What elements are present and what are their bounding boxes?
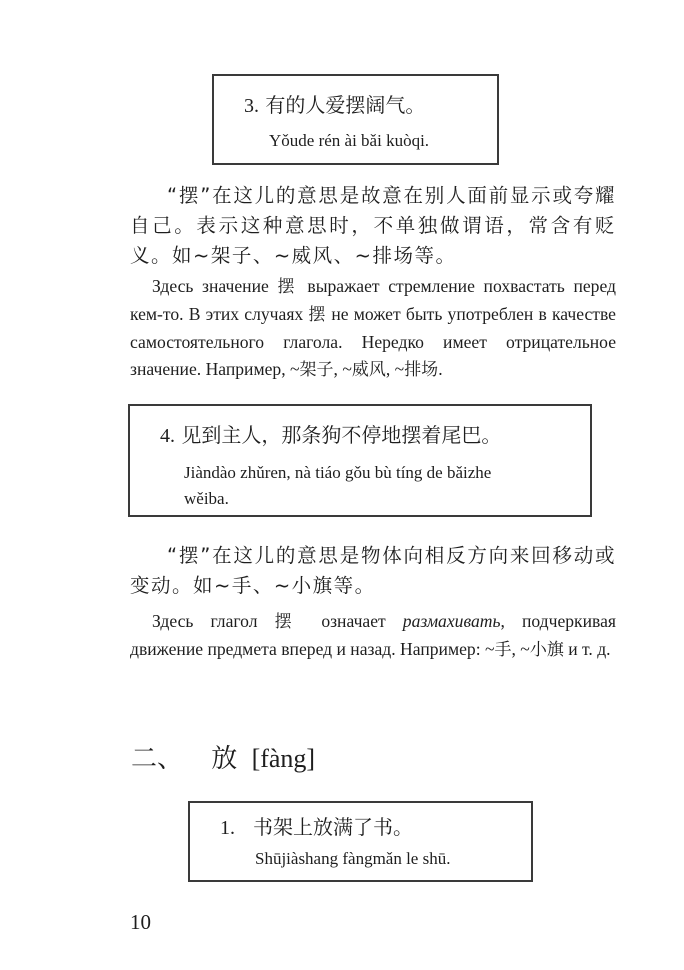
explanation-chinese-1: “摆”在这儿的意思是故意在别人面前显示或夸耀自己。表示这种意思时，不单独做谓语，常含有贬义。如~架子、~威风、~排场等。 [130, 184, 616, 267]
section-pinyin: [fàng] [251, 744, 316, 773]
example-4-pinyin: Jiàndào zhǔren, nà tiáo gǒu bù tíng de bǎizhe wěiba. [184, 463, 492, 508]
example-1-chinese: 1. 书架上放满了书。 [220, 815, 413, 839]
section-number: 二、 [131, 744, 184, 774]
page-number: 10 [130, 910, 151, 934]
example-1-pinyin: Shūjiàshang fàngmǎn le shū. [255, 849, 451, 868]
example-box-3 [212, 74, 499, 165]
section-character: 放 [211, 744, 238, 774]
explanation-russian-2: Здесь глагол 摆 означает размахивать, подчеркивая движение предмета вперед и назад. Например: ~手, ~小旗 и т. д. [130, 611, 616, 660]
explanation-chinese-2: “摆”在这儿的意思是物体向相反方向来回移动或变动。如~手、~小旗等。 [130, 544, 616, 597]
example-3-number: 3. [244, 95, 259, 117]
example-4-number: 4. [160, 425, 175, 447]
section-heading [131, 741, 315, 777]
explanation-russian-1: Здесь значение 摆 выражает стремление похвастать перед кем-то. В этих случаях 摆 не может быть употреблен в качестве самостоятельного глагола. Нередко имеет отрицательное значение. Например, ~架子, ~威风, ~排场. [130, 276, 616, 380]
example-3-pinyin: Yǒude rén ài bǎi kuòqi. [269, 131, 430, 150]
example-1-number: 1. [220, 817, 235, 839]
example-box-1 [188, 801, 533, 882]
example-3-chinese: 3. 有的人爱摆阔气。 [244, 93, 426, 117]
example-4-chinese: 4. 见到主人，那条狗不停地摆着尾巴。 [160, 423, 502, 447]
example-box-4 [128, 404, 592, 517]
